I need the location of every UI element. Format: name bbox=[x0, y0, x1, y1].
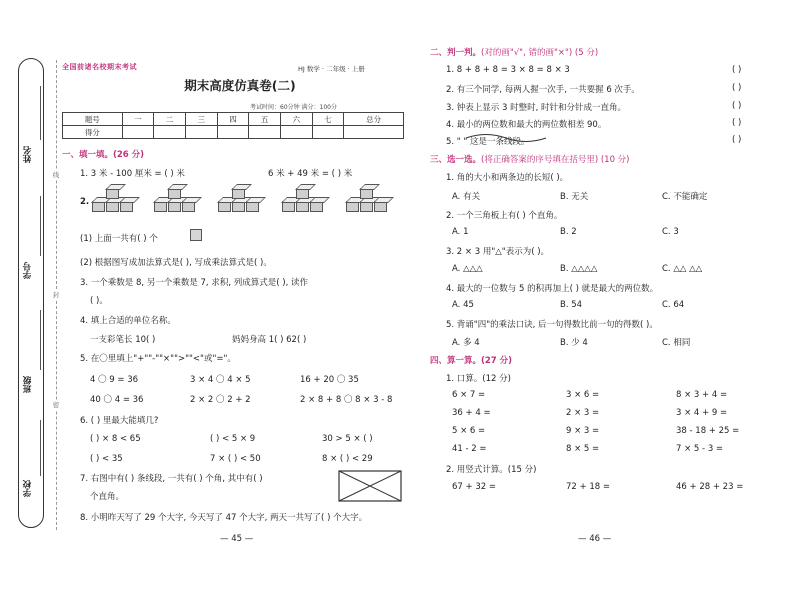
q4-text: 4. 填上合适的单位名称。 bbox=[80, 316, 176, 326]
exam-info: 考试时间：60分钟 满分：100分 bbox=[250, 104, 337, 111]
small-cube-icon bbox=[190, 229, 202, 241]
section3-heading-main: 三、选一选。 bbox=[430, 155, 482, 165]
section4-heading: 四、算一算。(27 分) bbox=[430, 356, 513, 366]
score-cell: 题号 bbox=[63, 113, 123, 126]
mental-math-item: 5 × 6 = bbox=[452, 426, 486, 436]
series-slogan: 全国前诸名校期末考试 bbox=[62, 63, 137, 71]
section2-heading bbox=[430, 46, 598, 58]
q5-item: 40 〇 4 = 36 bbox=[90, 395, 144, 405]
q5-item: 3 × 4 〇 4 × 5 bbox=[190, 375, 251, 385]
page-title: 期末高度仿真卷(二) bbox=[184, 78, 296, 93]
score-cell: 七 bbox=[312, 113, 344, 126]
score-entry-cell[interactable] bbox=[154, 126, 186, 139]
section3-heading-sub: (将正确答案的序号填在括号里) (10 分) bbox=[481, 155, 630, 165]
choice-option: A. 多 4 bbox=[452, 338, 480, 348]
score-entry-cell[interactable] bbox=[312, 126, 344, 139]
q6-item: 7 × ( ) < 50 bbox=[210, 454, 261, 464]
mental-math-item: 8 × 5 = bbox=[566, 444, 600, 454]
cube-figure-1 bbox=[92, 188, 138, 216]
q3-line2: ( )。 bbox=[90, 296, 108, 306]
rectangle-with-diagonals-figure bbox=[338, 470, 402, 502]
q6-item: ( ) < 5 × 9 bbox=[210, 434, 256, 444]
q2-sub2: (2) 根据图写成加法算式是( ), 写成乘法算式是( )。 bbox=[80, 258, 272, 268]
score-entry-cell[interactable] bbox=[122, 126, 154, 139]
mental-math-item: 41 - 2 = bbox=[452, 444, 487, 454]
score-table bbox=[62, 112, 404, 139]
section3-heading bbox=[430, 153, 630, 165]
q5-item: 2 × 8 + 8 〇 8 × 3 - 8 bbox=[300, 395, 393, 405]
choice-option: C. 不能确定 bbox=[662, 192, 708, 202]
q5-item: 4 〇 9 = 36 bbox=[90, 375, 139, 385]
score-cell: 六 bbox=[280, 113, 312, 126]
section2-heading-sub: (对的画"√", 错的画"×") (5 分) bbox=[481, 48, 599, 58]
binding-label-student-id: 学号 bbox=[23, 262, 33, 279]
choice-option: B. 54 bbox=[560, 300, 583, 310]
score-entry-cell[interactable] bbox=[217, 126, 249, 139]
name-write-line[interactable] bbox=[40, 86, 41, 140]
mental-math-item: 3 × 6 = bbox=[566, 390, 600, 400]
judge-answer-5[interactable]: ( ) bbox=[732, 135, 742, 145]
choice-question-2: 2. 一个三角板上有( ) 个直角。 bbox=[446, 211, 563, 221]
q8-text: 8. 小明昨天写了 29 个大字, 今天写了 47 个大字, 两天一共写了( ) 个大字。 bbox=[80, 513, 368, 523]
vertical-calc-title: 2. 用竖式计算。(15 分) bbox=[446, 465, 537, 475]
vertical-calc-item: 72 + 18 = bbox=[566, 482, 610, 492]
score-cell: 四 bbox=[217, 113, 249, 126]
choice-option: B. 少 4 bbox=[560, 338, 588, 348]
score-entry-cell[interactable] bbox=[185, 126, 217, 139]
wavy-line-figure bbox=[464, 131, 548, 145]
choice-option: A. 有关 bbox=[452, 192, 481, 202]
class-write-line[interactable] bbox=[40, 310, 41, 370]
choice-option: B. 无关 bbox=[560, 192, 589, 202]
score-entry-cell[interactable] bbox=[344, 126, 404, 139]
choice-option: C. 相同 bbox=[662, 338, 691, 348]
score-table-header-row bbox=[63, 113, 404, 126]
q3-line1: 3. 一个乘数是 8, 另一个乘数是 7, 求积, 列成算式是( ), 读作 bbox=[80, 278, 308, 288]
choice-question-3: 3. 2 × 3 用"△"表示为( )。 bbox=[446, 247, 550, 257]
section1-heading: 一、填一填。(26 分) bbox=[62, 150, 145, 160]
score-cell: 三 bbox=[185, 113, 217, 126]
judge-item-3: 3. 钟表上显示 3 时整时, 时针和分针成一直角。 bbox=[446, 103, 627, 113]
q2-sub1: (1) 上面一共有( ) 个 bbox=[80, 234, 158, 244]
choice-option: C. 64 bbox=[662, 300, 685, 310]
mental-math-item: 36 + 4 = bbox=[452, 408, 491, 418]
choice-option: A. 1 bbox=[452, 227, 469, 237]
vertical-calc-item: 46 + 28 + 23 = bbox=[676, 482, 744, 492]
q7-line1: 7. 右图中有( ) 条线段, 一共有( ) 个角, 其中有( ) bbox=[80, 474, 263, 484]
judge-answer-3[interactable]: ( ) bbox=[732, 101, 742, 111]
choice-option: C. 3 bbox=[662, 227, 679, 237]
score-cell: 二 bbox=[154, 113, 186, 126]
student-id-write-line[interactable] bbox=[40, 196, 41, 256]
judge-answer-1[interactable]: ( ) bbox=[732, 65, 742, 75]
judge-item-1: 1. 8 + 8 + 8 = 3 × 8 = 8 × 3 bbox=[446, 65, 570, 75]
q4-item-a: 一支彩笔长 10( ) bbox=[90, 335, 156, 345]
cube-figure-2 bbox=[154, 188, 200, 216]
q5-item: 16 + 20 〇 35 bbox=[300, 375, 359, 385]
judge-item-4: 4. 最小的两位数和最大的两位数相差 90。 bbox=[446, 120, 607, 130]
page-number-46: — 46 — bbox=[578, 534, 612, 544]
mental-math-item: 3 × 4 + 9 = bbox=[676, 408, 728, 418]
cube-figure-5 bbox=[346, 188, 392, 216]
score-cell: 一 bbox=[122, 113, 154, 126]
choice-question-5: 5. 背诵"四"的乘法口诀, 后一句得数比前一句的得数( )。 bbox=[446, 320, 658, 330]
binding-mark-secret: 密 bbox=[52, 401, 60, 409]
vertical-calc-item: 67 + 32 = bbox=[452, 482, 496, 492]
choice-option: A. 45 bbox=[452, 300, 474, 310]
score-cell: 总分 bbox=[344, 113, 404, 126]
section2-heading-main: 二、判一判。 bbox=[430, 48, 482, 58]
mental-math-item: 38 - 18 + 25 = bbox=[676, 426, 740, 436]
choice-question-1: 1. 角的大小和两条边的长短( )。 bbox=[446, 173, 569, 183]
q1-part-a: 1. 3 米 - 100 厘米 = ( ) 米 bbox=[80, 169, 185, 179]
score-entry-cell[interactable] bbox=[249, 126, 281, 139]
q6-item: ( ) × 8 < 65 bbox=[90, 434, 141, 444]
mental-math-item: 6 × 7 = bbox=[452, 390, 486, 400]
q5-item: 2 × 2 〇 2 + 2 bbox=[190, 395, 251, 405]
q2-number: 2. bbox=[80, 197, 90, 207]
score-cell: 五 bbox=[249, 113, 281, 126]
choice-option: A. △△△ bbox=[452, 264, 483, 274]
mental-math-item: 7 × 5 - 3 = bbox=[676, 444, 724, 454]
mental-math-title: 1. 口算。(12 分) bbox=[446, 374, 511, 384]
score-entry-cell[interactable] bbox=[280, 126, 312, 139]
book-meta: HJ 数学 · 二年级 · 上册 bbox=[298, 65, 365, 73]
q1-part-b: 6 米 + 49 米 = ( ) 米 bbox=[268, 169, 353, 179]
binding-label-school: 学校 bbox=[23, 480, 33, 497]
judge-answer-4[interactable]: ( ) bbox=[732, 118, 742, 128]
q6-text: 6. ( ) 里最大能填几? bbox=[80, 416, 159, 426]
choice-question-4: 4. 最大的一位数与 5 的积再加上( ) 就是最大的两位数。 bbox=[446, 284, 659, 294]
cube-figure-4 bbox=[282, 188, 328, 216]
q6-item: ( ) < 35 bbox=[90, 454, 123, 464]
judge-item-5: 5. " " 这是一条线段。 bbox=[446, 137, 530, 147]
school-write-line[interactable] bbox=[40, 420, 41, 476]
q4-item-b: 妈妈身高 1( ) 62( ) bbox=[232, 335, 307, 345]
choice-option: B. △△△△ bbox=[560, 264, 598, 274]
mental-math-item: 9 × 3 = bbox=[566, 426, 600, 436]
q6-item: 8 × ( ) < 29 bbox=[322, 454, 373, 464]
binding-mark-seal: 封 bbox=[52, 291, 60, 299]
choice-option: C. △△ △△ bbox=[662, 264, 703, 274]
mental-math-item: 8 × 3 + 4 = bbox=[676, 390, 728, 400]
binding-mark-line: 线 bbox=[52, 171, 60, 179]
q5-text: 5. 在〇里填上"+""-""×"">""<"或"="。 bbox=[80, 354, 236, 364]
page-number-45: — 45 — bbox=[220, 534, 254, 544]
judge-item-2: 2. 有三个同学, 每两人握一次手, 一共要握 6 次手。 bbox=[446, 85, 640, 95]
binding-label-class: 班级 bbox=[23, 376, 33, 393]
binding-label-name: 姓名 bbox=[23, 146, 33, 163]
score-row-label: 得分 bbox=[63, 126, 123, 139]
mental-math-item: 2 × 3 = bbox=[566, 408, 600, 418]
judge-answer-2[interactable]: ( ) bbox=[732, 83, 742, 93]
choice-option: B. 2 bbox=[560, 227, 577, 237]
cube-figure-3 bbox=[218, 188, 264, 216]
score-table-score-row bbox=[63, 126, 404, 139]
q7-line2: 个直角。 bbox=[90, 492, 125, 502]
q6-item: 30 > 5 × ( ) bbox=[322, 434, 373, 444]
